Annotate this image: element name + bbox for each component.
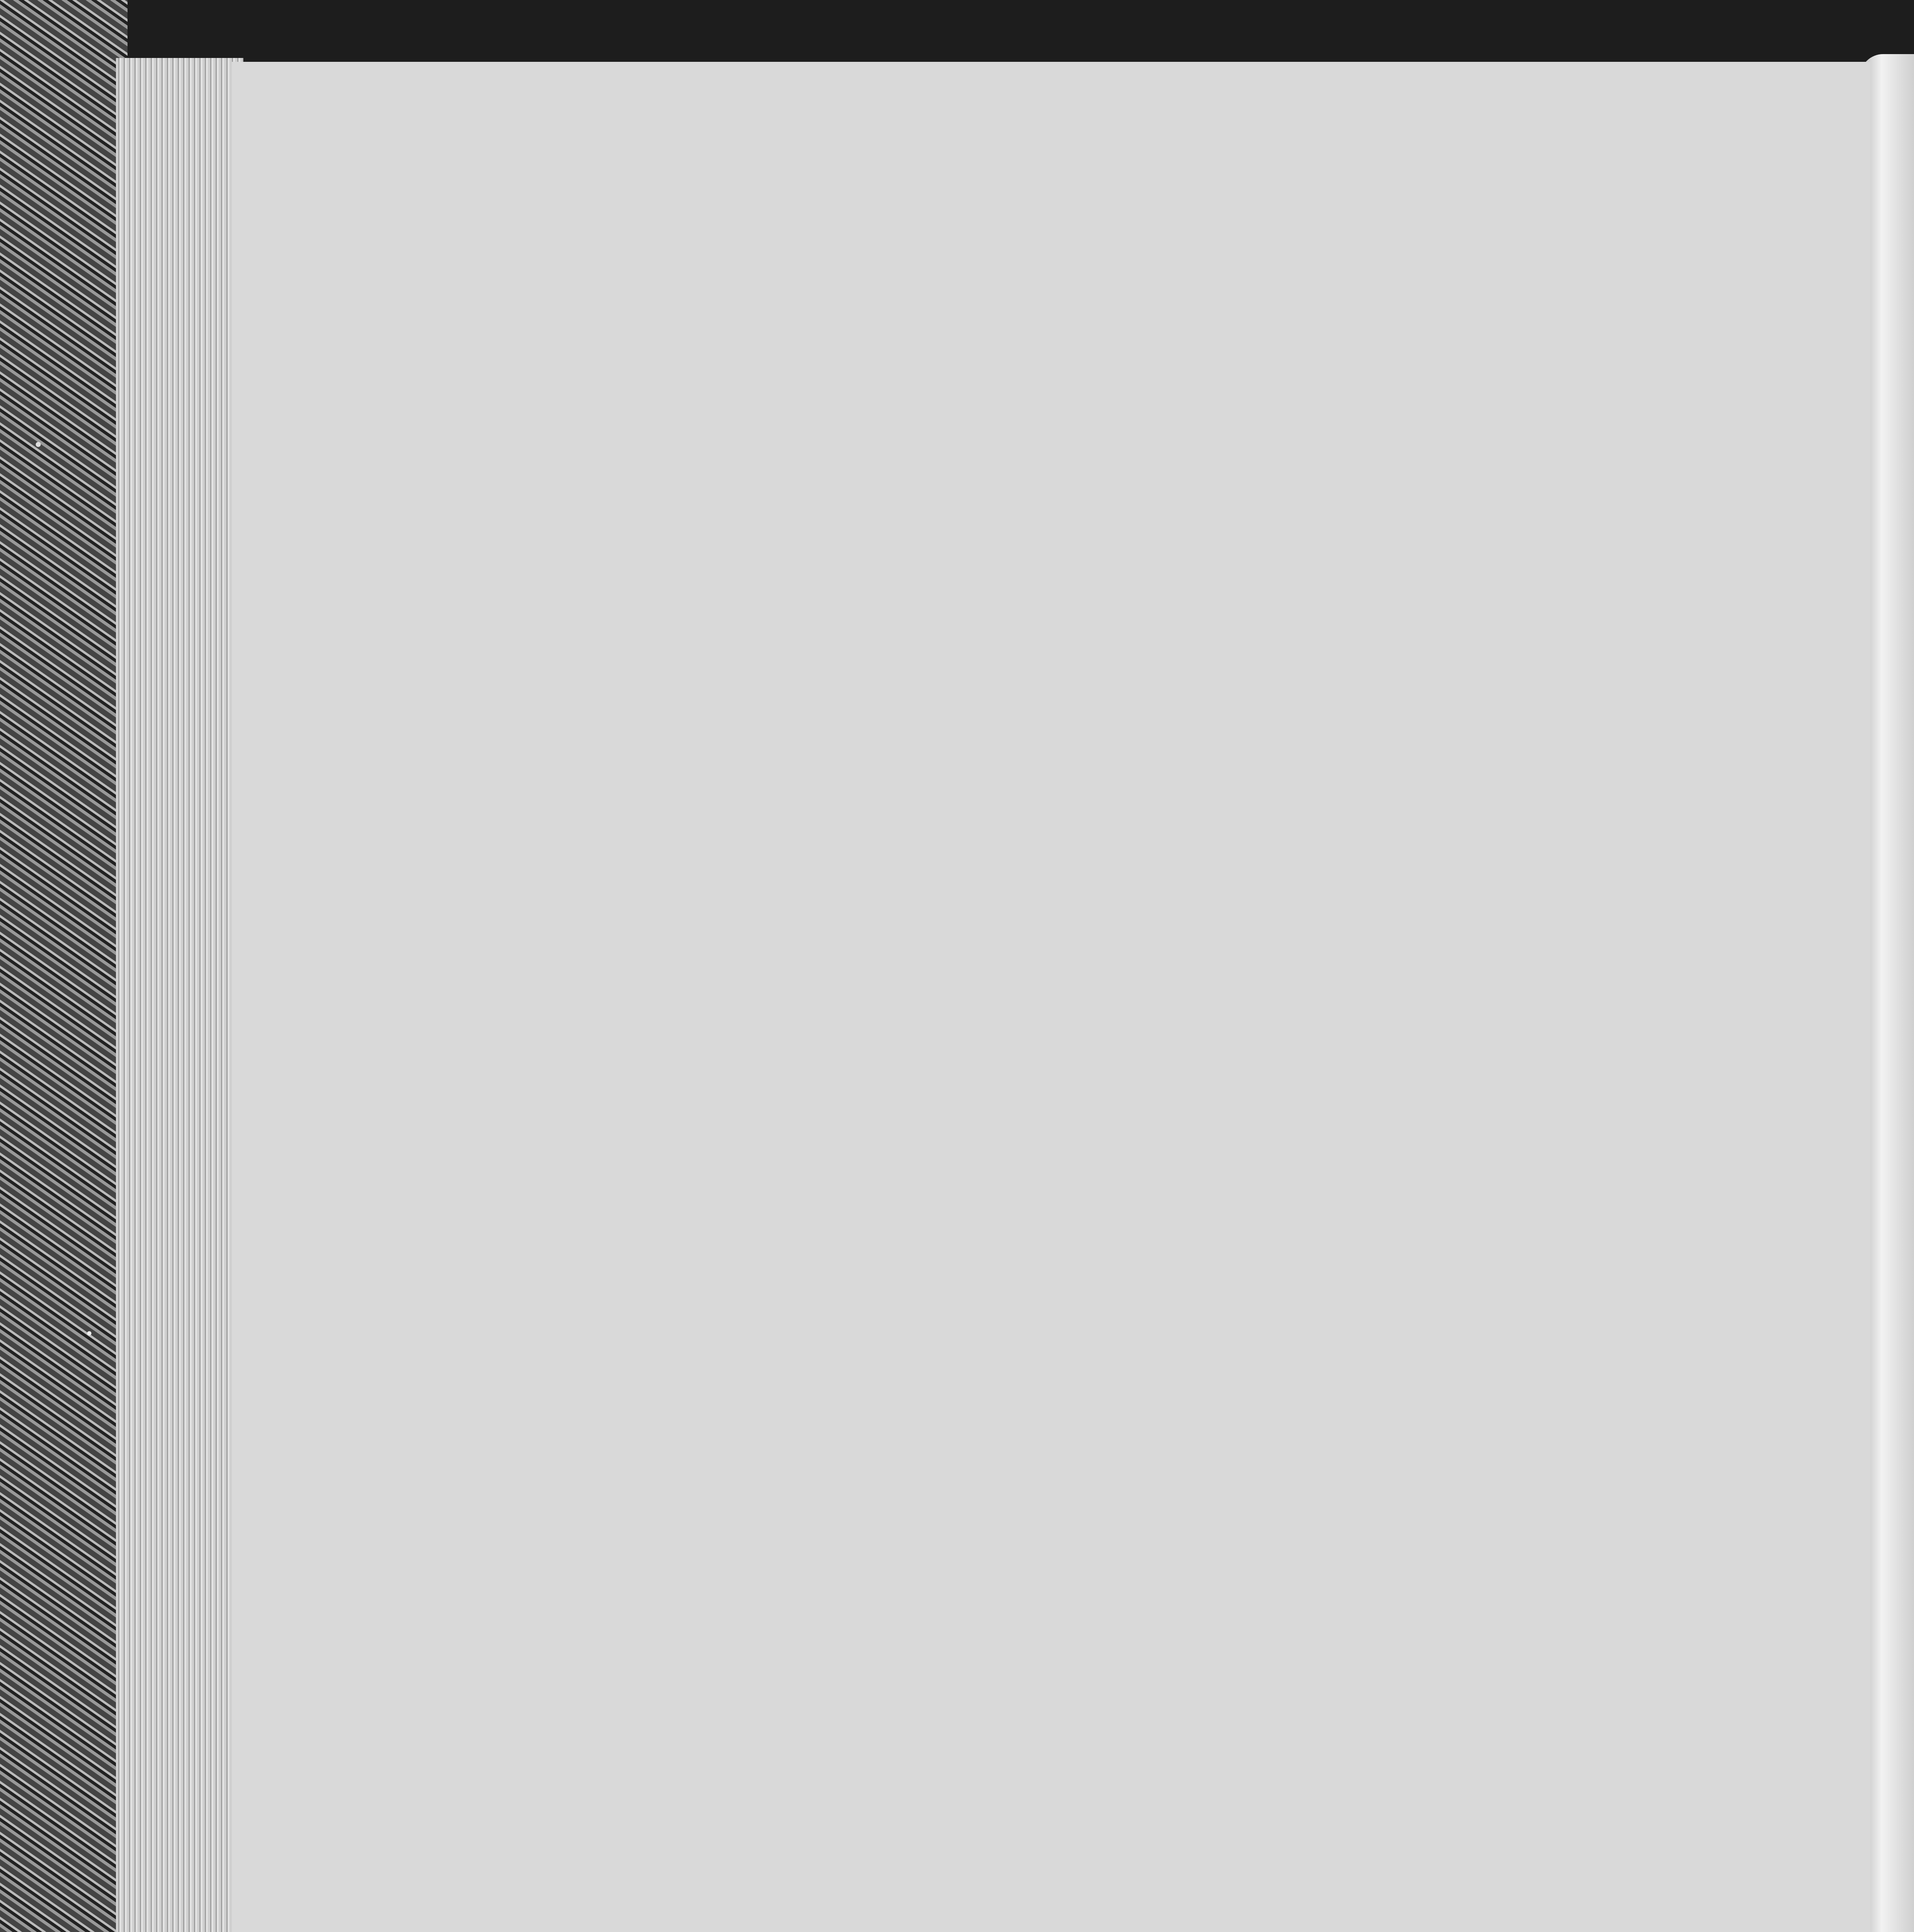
newspaper-page <box>232 62 1870 1932</box>
page-stack-edge <box>116 58 243 1932</box>
book-binding <box>0 0 128 1932</box>
